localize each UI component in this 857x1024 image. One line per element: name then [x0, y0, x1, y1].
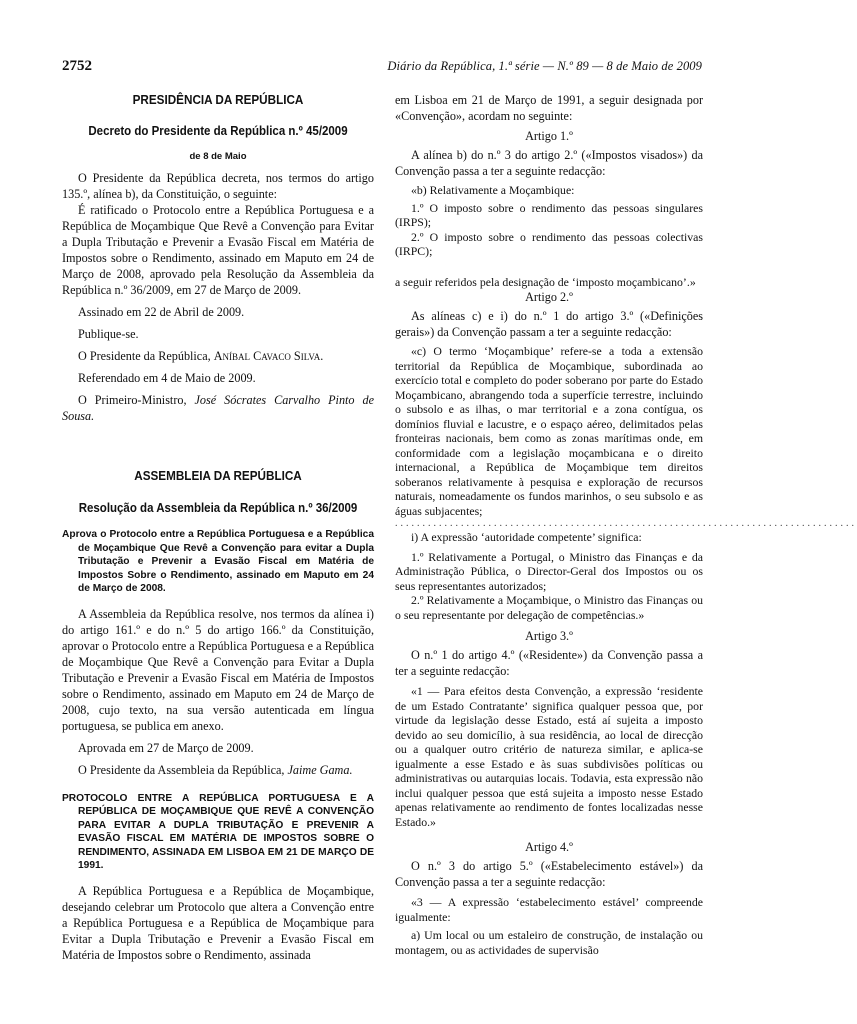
- article-3-quote: «1 — Para efeitos desta Convenção, a expressão ‘residente de um Estado Contratante’ significa qualquer pessoa que, por virtude da legislação desse Estado, está aí sujeita a imposto devido ao seu domicílio, à sua residência, ao local de direcção ou a qualquer outro critério de natureza similar, e aplica-se igualmente a esse Estado e às suas subdivisões políticas ou administrativas ou autarquias locais. Todavia, esta expressão não inclui qualquer pessoa que está sujeita a imposto nesse Estado apenas relativamente ao rendimento de fontes localizadas nesse Estado.»: [395, 684, 703, 829]
- left-column: [62, 92, 374, 963]
- article-3-title: Artigo 3.º: [525, 629, 573, 643]
- article-2-quote: «c) O termo ‘Moçambique’ refere-se a toda a extensão territorial da República de Moçambique, subordinada ao exercício total e completo do poder soberano por parte do Estado Moçambicano, abrangendo toda a superfície terrestre, incluindo o subsolo e as ilhas, o mar territorial e a zona contígua, os domínios fluvial e lacustre, e o espaço aéreo, delimitados pelas fronteiras nacionais, bem como as zonas marítimas onde, em conformidade com a legislação moçambicana e o direito internacional, a República de Moçambique tem direitos soberanos relativamente à pesquisa e exploração de recursos naturais, nomeadamente os fundos marinhos, o seu subsolo e as águas subjacentes;: [395, 344, 703, 518]
- resolution-title: Resolução da Assembleia da República n.º 36/2009: [78, 501, 358, 515]
- running-title: Diário da República, 1.ª série — N.º 89 — 8 de Maio de 2009: [387, 59, 702, 73]
- decree-paragraph: É ratificado o Protocolo entre a República Portuguesa e a República de Moçambique Que Revê a Convenção para Evitar a Dupla Tributação e Prevenir a Evasão Fiscal em Matéria de Impostos sobre o Rendimento, assinado em Maputo em 24 de Março de 2008, aprovado pela Resolução da Assembleia da República n.º 36/2009, em 27 de Março de 2009.: [62, 203, 374, 297]
- page-header: [62, 58, 702, 78]
- section-title-assembly: ASSEMBLEIA DA REPÚBLICA: [134, 468, 302, 483]
- approved-date: Aprovada em 27 de Março de 2009.: [78, 740, 254, 755]
- protocol-paragraph: A República Portuguesa e a República de Moçambique, desejando celebrar um Protocolo que altera a Convenção entre a República Portuguesa e a República de Moçambique para Evitar a Dupla Tributação e Prevenir a Evasão Fiscal em Matéria de Impostos sobre o Rendimento, assinada: [62, 883, 374, 962]
- article-1-title: Artigo 1.º: [525, 129, 573, 143]
- resolution-summary: Aprova o Protocolo entre a República Portuguesa e a República de Moçambique Que Revê a Convenção para evitar a Dupla Tributação e Prevenir a Evasão Fiscal em Matéria de Impostos Sobre o Rendimento, assinado em Maputo em 24 de Março de 2008.: [62, 529, 374, 594]
- decree-paragraph: O Presidente da República decreta, nos termos do artigo 135.º, alínea b), da Constituição, o seguinte:: [62, 171, 374, 201]
- article-3-intro: O n.º 1 do artigo 4.º («Residente») da Convenção passa a ter a seguinte redacção:: [395, 648, 703, 678]
- decree-title: Decreto do Presidente da República n.º 45/2009: [88, 124, 348, 138]
- assembly-president-name: Jaime Gama.: [287, 762, 353, 777]
- article-4-quote: «3 — A expressão ‘estabelecimento estável’ compreende igualmente:: [395, 895, 703, 924]
- section-title-presidency: PRESIDÊNCIA DA REPÚBLICA: [132, 92, 304, 107]
- resolution-body: A Assembleia da República resolve, nos termos da alínea i) do artigo 161.º e do n.º 5 do artigo 166.º da Constituição, aprovar o Protocolo entre a República Portuguesa e a República de Moçambique Que Revê a Convenção para Evitar a Dupla Tributação e Prevenir a Evasão Fiscal em Matéria de Impostos sobre o Rendimento, assinado em Maputo em 24 de Março de 2008, cujo texto, na sua versão autenticada em língua portuguesa, se publica em anexo.: [62, 606, 374, 733]
- article-2-title: Artigo 2.º: [525, 290, 573, 304]
- article-1-quote: 1.º O imposto sobre o rendimento das pessoas singulares (IRPS);: [395, 200, 703, 229]
- pm-name: José Sócrates Carvalho Pinto de Sousa.: [62, 393, 374, 423]
- article-4-title: Artigo 4.º: [525, 840, 573, 854]
- article-1-intro: A alínea b) do n.º 3 do artigo 2.º («Impostos visados») da Convenção passa a ter a seguinte redacção:: [395, 148, 703, 178]
- continued-paragraph: em Lisboa em 21 de Março de 1991, a seguir designada por «Convenção», acordam no seguinte:: [395, 93, 703, 123]
- article-2-intro: As alíneas c) e i) do n.º 1 do artigo 3.º («Definições gerais») da Convenção passam a ter a seguinte redacção:: [395, 309, 703, 339]
- ellipsis-divider: ....................................................................................: [395, 518, 857, 529]
- article-2-quote: 2.º Relativamente a Moçambique, o Ministro das Finanças ou o seu representante por delegação de competências.»: [395, 593, 703, 622]
- decree-date: de 8 de Maio: [189, 151, 247, 162]
- article-2-quote: 1.º Relativamente a Portugal, o Ministro das Finanças e da Administração Pública, o Director-Geral dos Impostos ou os seus representantes autorizados;: [395, 549, 703, 593]
- president-signature: O Presidente da República, Aníbal Cavaco Silva.: [78, 349, 324, 363]
- publish-line: Publique-se.: [78, 327, 139, 341]
- protocol-heading: PROTOCOLO ENTRE A REPÚBLICA PORTUGUESA E A REPÚBLICA DE MOÇAMBIQUE QUE REVÊ A CONVENÇÃO PARA EVITAR A DUPLA TRIBUTAÇÃO E PREVENIR A EVASÃO FISCAL EM MATÉRIA DE IMPOSTOS SOBRE O RENDIMENTO, ASSINADA EM LISBOA EM 21 DE MARÇO DE 1991.: [62, 792, 374, 871]
- article-4-intro: O n.º 3 do artigo 5.º («Estabelecimento estável») da Convenção passa a ter a seguinte redacção:: [395, 859, 703, 889]
- signed-date: Assinado em 22 de Abril de 2009.: [78, 305, 245, 319]
- countersigned-date: Referendado em 4 de Maio de 2009.: [78, 371, 256, 385]
- article-1-quote: «b) Relativamente a Moçambique:: [411, 183, 575, 197]
- pm-signature: O Primeiro-Ministro, José Sócrates Carvalho Pinto de Sousa.: [62, 393, 374, 423]
- assembly-president-signature: O Presidente da Assembleia da República, Jaime Gama.: [78, 762, 353, 777]
- page-number: 2752: [62, 58, 92, 74]
- president-name: Aníbal Cavaco Silva.: [213, 349, 324, 363]
- right-column: [395, 92, 857, 957]
- article-1-quote: 2.º O imposto sobre o rendimento das pessoas colectivas (IRPC);: [395, 229, 703, 258]
- article-2-quote: i) A expressão ‘autoridade competente’ significa:: [411, 530, 642, 544]
- article-4-quote: a) Um local ou um estaleiro de construção, de instalação ou montagem, ou as actividades de supervisão: [395, 928, 703, 957]
- article-1-quote: a seguir referidos pela designação de ‘imposto moçambicano’.»: [395, 274, 696, 289]
